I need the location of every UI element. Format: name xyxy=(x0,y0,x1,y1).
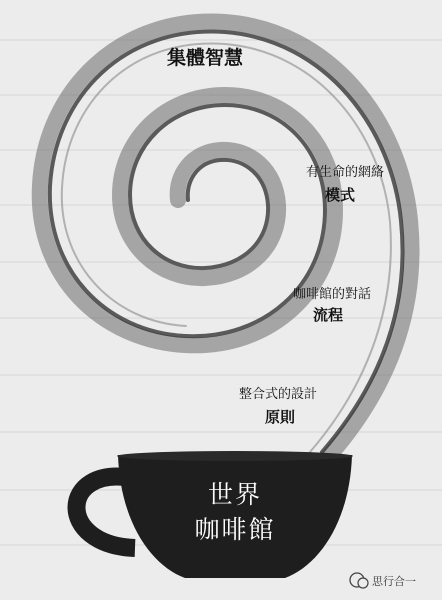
cafe-conversation-label: 咖啡館的對話 xyxy=(292,287,372,302)
integrated-design-sublabel: 原則 xyxy=(264,408,296,426)
living-network-label: 有生命的網絡 xyxy=(305,165,385,180)
watermark xyxy=(350,573,416,588)
collective-wisdom-label: 集體智慧 xyxy=(166,47,244,69)
wechat-icon-inner xyxy=(358,578,368,588)
cup-label-world: 世界 xyxy=(207,480,263,509)
integrated-design-label: 整合式的設計 xyxy=(238,387,318,402)
spiral-outer-ring xyxy=(40,22,412,455)
living-network-sublabel: 模式 xyxy=(324,186,356,204)
coffee-cup-icon xyxy=(76,451,353,578)
steam-spiral xyxy=(40,22,412,455)
watermark-text: 思行合一 xyxy=(372,575,416,588)
cup-rim xyxy=(117,451,353,461)
cafe-conversation-sublabel: 流程 xyxy=(312,306,344,324)
cup-label-cafe: 咖啡館 xyxy=(194,515,276,544)
